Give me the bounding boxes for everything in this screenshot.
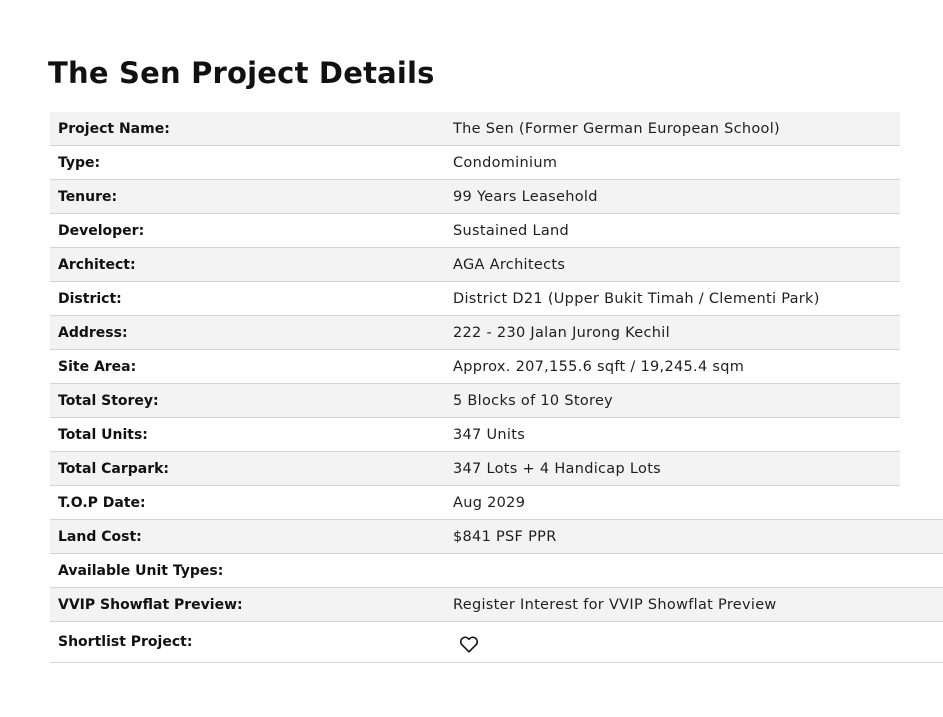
table-row-land-cost: [50, 520, 943, 554]
table-row-vvip-showflat: [50, 588, 943, 622]
row-value: The Sen (Former German European School): [453, 120, 781, 137]
row-value: 347 Lots + 4 Handicap Lots: [453, 460, 662, 477]
row-value: 5 Blocks of 10 Storey: [453, 392, 614, 409]
row-label: Project Name:: [58, 120, 170, 137]
table-row-shortlist-project: [50, 622, 943, 663]
table-row-top-date: [50, 486, 943, 520]
table-row-total-carpark: [50, 452, 900, 486]
table-row-tenure: [50, 180, 900, 214]
page-title: The Sen Project Details: [48, 56, 435, 90]
table-row-total-storey: [50, 384, 900, 418]
table-row-district: [50, 282, 900, 316]
row-label: Site Area:: [58, 358, 137, 375]
table-row-architect: [50, 248, 900, 282]
row-value: District D21 (Upper Bukit Timah / Clementi Park): [453, 290, 820, 307]
row-label: Developer:: [58, 222, 145, 239]
table-row-project-name: [50, 112, 900, 146]
row-label: VVIP Showflat Preview:: [58, 596, 243, 613]
row-label: Shortlist Project:: [58, 634, 193, 650]
row-label: Total Carpark:: [58, 460, 170, 477]
row-value: $841 PSF PPR: [453, 528, 557, 545]
row-value: AGA Architects: [453, 256, 566, 273]
row-value: 99 Years Leasehold: [453, 188, 598, 205]
table-row-available-unit-types: [50, 554, 943, 588]
heart-outline-icon[interactable]: [459, 635, 479, 653]
row-label: Type:: [58, 154, 101, 171]
row-label: Land Cost:: [58, 528, 142, 545]
row-value: Aug 2029: [453, 494, 526, 511]
row-label: Architect:: [58, 256, 136, 273]
register-interest-link[interactable]: Register Interest for VVIP Showflat Preview: [453, 596, 777, 613]
table-row-developer: [50, 214, 900, 248]
table-row-type: [50, 146, 900, 180]
row-value: 222 - 230 Jalan Jurong Kechil: [453, 324, 670, 341]
table-row-address: [50, 316, 900, 350]
row-label: Total Storey:: [58, 392, 159, 409]
row-label: Available Unit Types:: [58, 562, 224, 579]
row-label: Address:: [58, 324, 128, 341]
table-row-total-units: [50, 418, 900, 452]
row-value: [453, 631, 943, 653]
table-row-site-area: [50, 350, 900, 384]
row-value: Approx. 207,155.6 sqft / 19,245.4 sqm: [453, 358, 745, 375]
row-label: District:: [58, 290, 122, 307]
project-details-table: [50, 112, 943, 663]
row-value: Condominium: [453, 154, 558, 171]
row-label: Total Units:: [58, 426, 148, 443]
row-value: 347 Units: [453, 426, 526, 443]
row-label: Tenure:: [58, 188, 118, 205]
row-value: Sustained Land: [453, 222, 570, 239]
row-label: T.O.P Date:: [58, 494, 146, 511]
